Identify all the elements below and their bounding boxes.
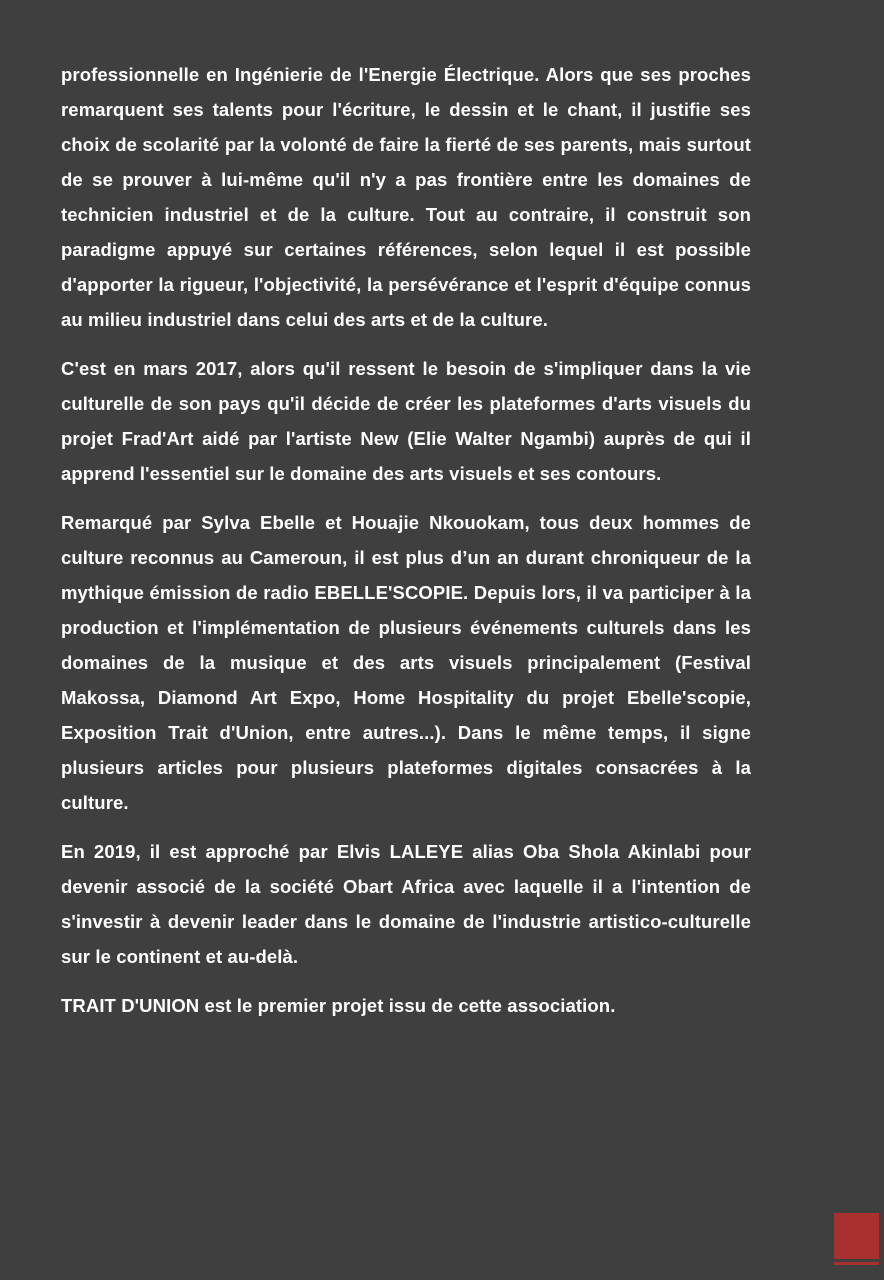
corner-accent-square	[834, 1213, 879, 1259]
corner-accent-line	[834, 1262, 879, 1265]
document-page	[61, 57, 751, 1037]
paragraph-education: professionnelle en Ingénierie de l'Energie Électrique. Alors que ses proches remarquent ses talents pour l'écriture, le dessin et le chant, il justifie ses choix de scolarité par la volonté de faire la fierté de ses parents, mais surtout de se prouver à lui-même qu'il n'y a pas frontière entre les domaines de technicien industriel et de la culture. Tout au contraire, il construit son paradigme appuyé sur certaines références, selon lequel il est possible d'apporter la rigueur, l'objectivité, la persévérance et l'esprit d'équipe connus au milieu industriel dans celui des arts et de la culture.	[61, 64, 751, 330]
paragraph-trait-dunion: TRAIT D'UNION est le premier projet issu de cette association.	[61, 995, 616, 1016]
paragraph-obart-africa: En 2019, il est approché par Elvis LALEYE alias Oba Shola Akinlabi pour devenir associé de la société Obart Africa avec laquelle il a l'intention de s'investir à devenir leader dans le domaine de l'industrie artistico-culturelle sur le continent et au-delà.	[61, 841, 751, 967]
paragraph-ebellescopie: Remarqué par Sylva Ebelle et Houajie Nkouokam, tous deux hommes de culture reconnus au Cameroun, il est plus d’un an durant chroniqueur de la mythique émission de radio EBELLE'SCOPIE. Depuis lors, il va participer à la production et l'implémentation de plusieurs événements culturels dans les domaines de la musique et des arts visuels principalement (Festival Makossa, Diamond Art Expo, Home Hospitality du projet Ebelle'scopie, Exposition Trait d'Union, entre autres...). Dans le même temps, il signe plusieurs articles pour plusieurs plateformes digitales consacrées à la culture.	[61, 512, 751, 813]
paragraph-fradart: C'est en mars 2017, alors qu'il ressent le besoin de s'impliquer dans la vie culturelle de son pays qu'il décide de créer les plateformes d'arts visuels du projet Frad'Art aidé par l'artiste New (Elie Walter Ngambi) auprès de qui il apprend l'essentiel sur le domaine des arts visuels et ses contours.	[61, 358, 751, 484]
